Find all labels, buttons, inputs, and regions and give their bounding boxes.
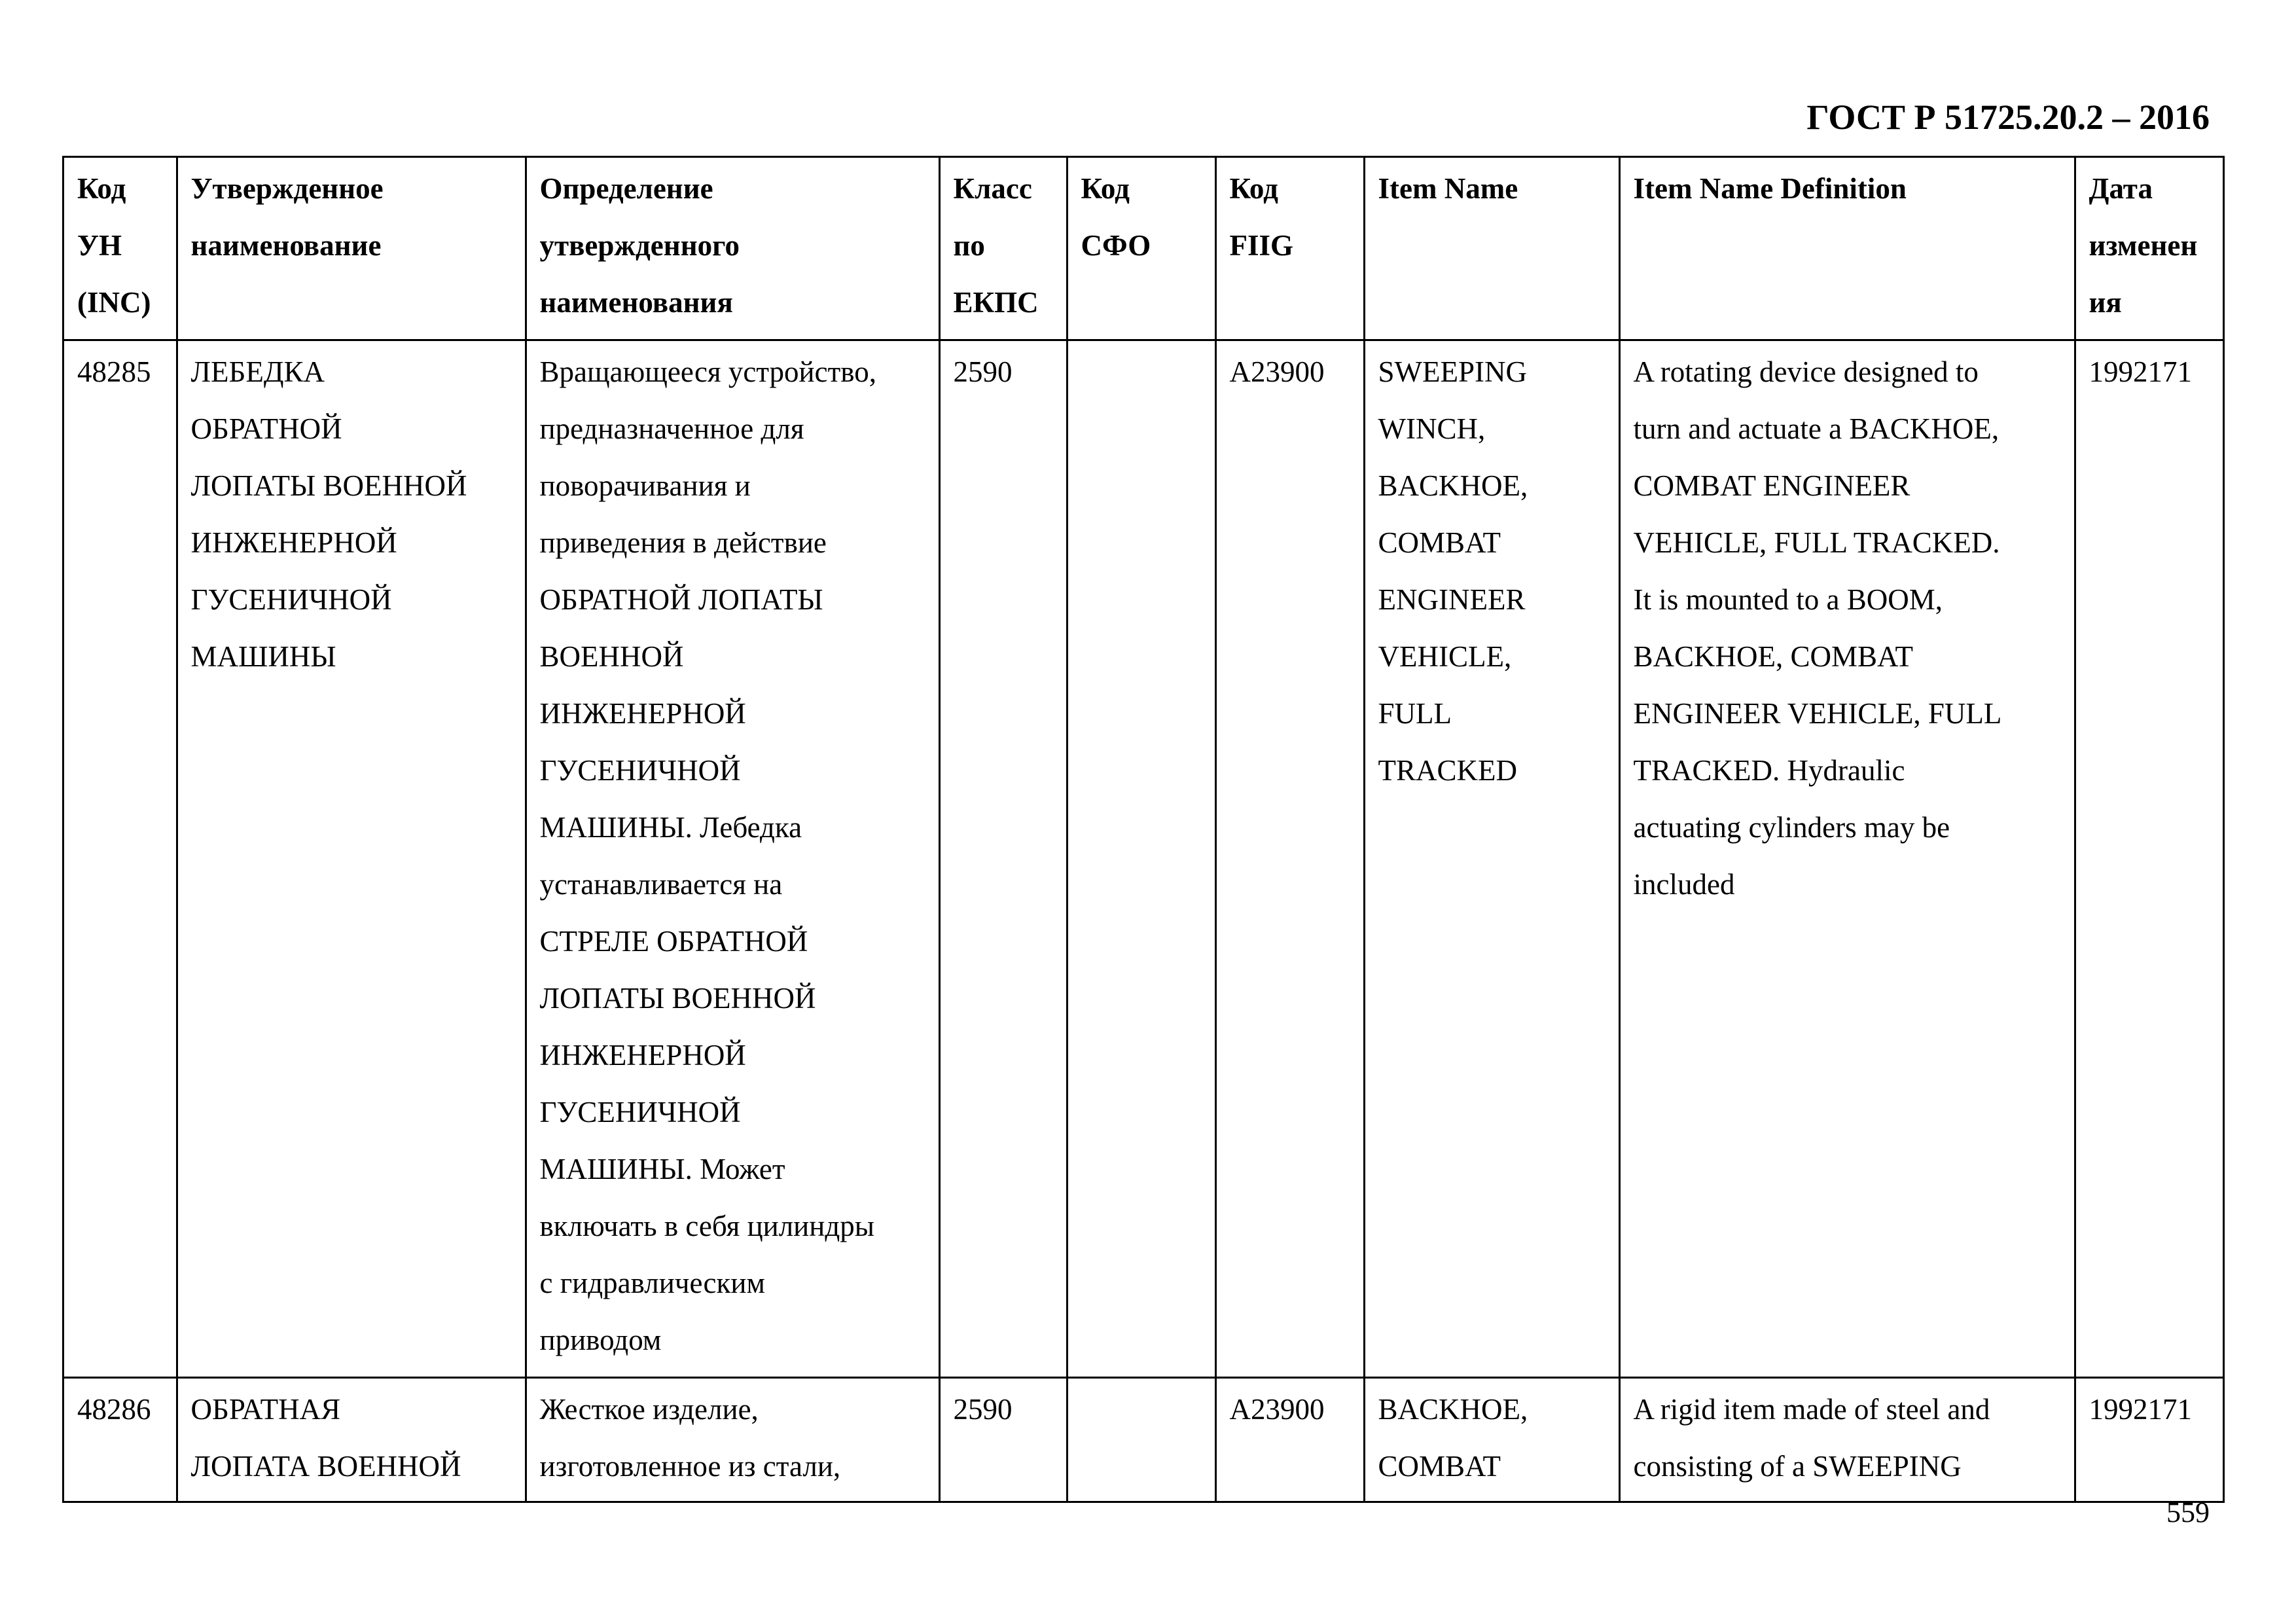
cell-approved-name: ОБРАТНАЯ ЛОПАТА ВОЕННОЙ (177, 1378, 526, 1504)
cell-inc: 48285 (64, 340, 177, 1378)
cell-change-date: 1992171 (2075, 1378, 2223, 1504)
cell-definition: Жесткое изделие, изготовленное из стали, (526, 1378, 939, 1504)
page-number: 559 (2166, 1496, 2210, 1528)
cell-approved-name: ЛЕБЕДКА ОБРАТНОЙ ЛОПАТЫ ВОЕННОЙ ИНЖЕНЕРНОЙ ГУСЕНИЧНОЙ МАШИНЫ (177, 340, 526, 1378)
cell-item-name: SWEEPING WINCH, BACKHOE, COMBAT ENGINEER VEHICLE, FULL TRACKED (1364, 340, 1619, 1378)
cell-item-name: BACKHOE, COMBAT (1364, 1378, 1619, 1504)
column-header-change-date: Дата изменен ия (2075, 158, 2223, 340)
column-header-ekps-class: Класс по ЕКПС (939, 158, 1067, 340)
cell-item-name-definition: A rigid item made of steel and consisting of a SWEEPING (1619, 1378, 2075, 1504)
document-code-header: ГОСТ Р 51725.20.2 – 2016 (1806, 98, 2210, 137)
column-header-item-name-definition: Item Name Definition (1619, 158, 2075, 340)
table-row (64, 1378, 2223, 1504)
cell-item-name-definition: A rotating device designed to turn and actuate a BACKHOE, COMBAT ENGINEER VEHICLE, FULL TRACKED. It is mounted to a BOOM, BACKHOE, COMBAT ENGINEER VEHICLE, FULL TRACKED. Hydraulic actuating cylinders may be included (1619, 340, 2075, 1378)
cell-change-date: 1992171 (2075, 340, 2223, 1378)
column-header-approved-name: Утвержденное наименование (177, 158, 526, 340)
column-header-definition: Определение утвержденного наименования (526, 158, 939, 340)
cell-inc: 48286 (64, 1378, 177, 1504)
data-table (64, 158, 2223, 1503)
column-header-fiig-code: Код FIIG (1215, 158, 1364, 340)
cell-sfo-code (1067, 1378, 1215, 1504)
column-header-sfo-code: Код СФО (1067, 158, 1215, 340)
table-header-row (64, 158, 2223, 340)
table-row (64, 340, 2223, 1378)
column-header-item-name: Item Name (1364, 158, 1619, 340)
cell-fiig-code: A23900 (1215, 1378, 1364, 1504)
cell-sfo-code (1067, 340, 1215, 1378)
nomenclature-table (62, 156, 2225, 1503)
column-header-inc: Код УН (INC) (64, 158, 177, 340)
cell-fiig-code: A23900 (1215, 340, 1364, 1378)
cell-ekps-class: 2590 (939, 1378, 1067, 1504)
cell-definition: Вращающееся устройство, предназначенное для поворачивания и приведения в действие ОБРАТНОЙ ЛОПАТЫ ВОЕННОЙ ИНЖЕНЕРНОЙ ГУСЕНИЧНОЙ МАШИНЫ. Лебедка устанавливается на СТРЕЛЕ ОБРАТНОЙ ЛОПАТЫ ВОЕННОЙ ИНЖЕНЕРНОЙ ГУСЕНИЧНОЙ МАШИНЫ. Может включать в себя цилиндры с гидравлическим приводом (526, 340, 939, 1378)
cell-ekps-class: 2590 (939, 340, 1067, 1378)
